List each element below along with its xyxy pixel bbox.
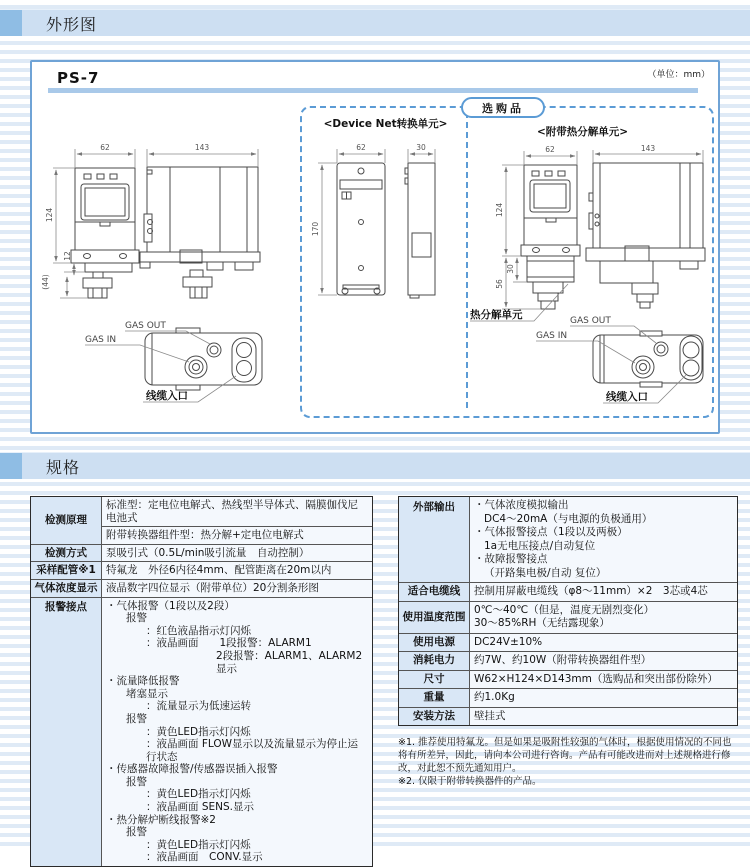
spec-row-label: 安装方法 [399, 708, 470, 726]
dim-main-fitting: (44) [41, 274, 50, 290]
spec-row-label: 检测原理 [31, 497, 102, 544]
spec-line: ：黄色LED指示灯闪烁 [146, 788, 251, 801]
spec-row-label: 采样配管※1 [31, 562, 102, 579]
spec-table-left [30, 496, 373, 867]
spec-line: ：黄色LED指示灯闪烁 [146, 838, 251, 851]
spec-row-values [102, 497, 372, 544]
dim-main-width: 62 [100, 143, 110, 152]
spec-row [399, 633, 737, 652]
spec-line: ・故障报警接点 [474, 553, 548, 565]
spec-row-values [470, 708, 737, 726]
spec-section-header [0, 452, 750, 479]
spec-line: ：液晶画面 FLOW显示以及流量显示为停止运行状态 [146, 738, 358, 763]
spec-line: 0℃～40℃（但是，温度无剧烈变化） [474, 603, 655, 616]
main-side-view [140, 167, 260, 298]
spec-row-label: 重量 [399, 689, 470, 707]
spec-line: 约1.0Kg [474, 691, 515, 703]
spec-line: 液晶数字四位显示（附带单位）20分割条形图 [106, 581, 319, 594]
spec-row-label: 尺寸 [399, 671, 470, 689]
spec-cell [470, 652, 737, 670]
spec-cell [470, 602, 737, 633]
spec-cell [470, 708, 737, 726]
spec-line: 壁挂式 [474, 709, 506, 722]
devicenet-front-view [337, 163, 385, 295]
spec-row-label: 适合电缆线 [399, 583, 470, 601]
spec-line: 报警 [126, 612, 147, 625]
pyrolysis-bottom-view [536, 316, 703, 403]
spec-cell [470, 689, 737, 707]
spec-line: ：黄色LED指示灯闪烁 [146, 725, 251, 738]
pyrolysis-bottom-view-drawing [528, 308, 720, 410]
devicenet-drawing-title: <Device Net转换单元> [323, 118, 448, 130]
pyrolysis-unit-drawing [458, 138, 720, 330]
dim-devicenet-width: 62 [356, 143, 366, 152]
spec-line: （开路集电极/自动 复位） [484, 566, 607, 579]
spec-row [31, 497, 372, 544]
spec-line: W62×H124×D143mm（选购品和突出部份除外） [474, 672, 718, 685]
spec-line: 约7W、约10W（附带转换器组件型） [474, 654, 652, 666]
spec-right-column [398, 496, 738, 788]
spec-row [31, 561, 372, 579]
spec-row-label: 使用电源 [399, 634, 470, 652]
spec-row-label: 检测方式 [31, 545, 102, 562]
spec-line: 2段报警：ALARM1、ALARM2显示 [216, 649, 363, 675]
spec-notes [398, 736, 738, 788]
spec-row-values [470, 689, 737, 707]
optional-items-label: 选购品 [482, 101, 524, 115]
cable-entry-label: 线缆入口 [606, 391, 648, 403]
spec-note: ※2. 仅限于附带转换器件的产品。 [398, 776, 542, 787]
spec-line: ・流量降低报警 [106, 675, 180, 688]
spec-line: 特氟龙 外径6内径4mm、配管距离在20m以内 [106, 564, 332, 577]
spec-row-label: 使用温度范围 [399, 602, 470, 633]
spec-row-values [470, 497, 737, 582]
spec-cell [102, 526, 372, 544]
spec-row-values [102, 545, 372, 562]
spec-line: DC4～20mA（与电源的负极通用） [484, 512, 653, 525]
spec-line: 泵吸引式（0.5L/min吸引流量 自动控制） [106, 546, 310, 559]
dim-main-flange: 12 [63, 251, 72, 261]
devicenet-unit-drawing [298, 138, 468, 323]
spec-row-values [102, 580, 372, 597]
spec-row-values [470, 634, 737, 652]
spec-line: DC24V±10% [474, 635, 543, 648]
pyrolysis-front-view [521, 165, 580, 309]
dim-pyrolysis-unit-height: 56 [495, 279, 504, 289]
spec-row-label: 外部输出 [399, 497, 470, 582]
main-unit-drawing [40, 130, 315, 415]
spec-row [399, 707, 737, 726]
pyrolysis-unit-label: 热分解单元 [470, 309, 523, 321]
spec-line: 1a无电压接点/自动复位 [484, 539, 596, 552]
spec-line: 标准型：定电位电解式、热线型半导体式、隔膜伽伐尼电池式 [106, 499, 358, 524]
spec-row-label: 气体浓度显示 [31, 580, 102, 597]
spec-row-label: 消耗电力 [399, 652, 470, 670]
spec-line: 附带转换器组件型：热分解+定电位电解式 [106, 529, 304, 542]
spec-line: ：液晶画面 SENS.显示 [146, 801, 254, 814]
spec-line: 控制用屏蔽电缆线（φ8～11mm）×2 3芯或4芯 [474, 585, 708, 597]
spec-line: 报警 [126, 712, 147, 725]
spec-line: 报警 [126, 826, 147, 839]
spec-line: ・热分解炉断线报警※2 [106, 813, 216, 826]
gas-in-label: GAS IN [536, 331, 568, 341]
spec-row [399, 670, 737, 689]
spec-row [399, 497, 737, 582]
spec-line: 30～85%RH（无结露现象） [474, 617, 610, 629]
dim-main-depth: 143 [194, 143, 210, 152]
spec-row [31, 597, 372, 866]
spec-cell [102, 598, 372, 866]
dim-main-height: 124 [45, 207, 54, 223]
spec-cell [470, 497, 737, 582]
pyrolysis-side-view [586, 163, 705, 308]
spec-line: ：流量显示为低速运转 [146, 700, 251, 713]
spec-line: ・气体报警接点（1段以及两极） [474, 526, 628, 538]
outline-section-header [0, 9, 750, 36]
spec-line: ：液晶画面 1段报警：ALARM1 [146, 637, 312, 650]
gas-out-label: GAS OUT [125, 321, 166, 331]
dim-pyrolysis-width: 62 [545, 145, 555, 154]
header-accent-square [0, 453, 22, 479]
dim-pyrolysis-unit-offset: 30 [506, 264, 515, 274]
pyrolysis-drawing-title: <附带热分解单元> [536, 126, 629, 138]
optional-items-badge [461, 97, 545, 118]
dim-devicenet-depth: 30 [416, 143, 426, 152]
spec-line: ：液晶画面 CONV.显示 [146, 851, 263, 864]
spec-cell [102, 562, 372, 579]
spec-row [399, 688, 737, 707]
spec-section-title: 规格 [46, 457, 81, 477]
outline-section-title: 外形图 [46, 14, 98, 34]
spec-row [31, 579, 372, 597]
spec-table-right [398, 496, 738, 726]
spec-line: ：红色液晶指示灯闪烁 [146, 624, 251, 637]
header-accent-square [0, 10, 22, 36]
spec-row-values [470, 652, 737, 670]
main-front-view [71, 168, 139, 298]
unit-note: （单位：mm） [647, 70, 710, 80]
devicenet-side-view [405, 163, 435, 298]
spec-cell [102, 497, 372, 526]
spec-row-values [102, 562, 372, 579]
spec-row [399, 601, 737, 633]
spec-cell [470, 634, 737, 652]
spec-row-values [470, 602, 737, 633]
spec-row-values [470, 583, 737, 601]
model-name: PS-7 [57, 69, 100, 87]
spec-line: 堵塞显示 [126, 687, 168, 700]
spec-row [399, 582, 737, 601]
dim-pyrolysis-depth: 143 [640, 144, 656, 153]
main-bottom-view [85, 321, 262, 402]
spec-line: ・气体报警（1段以及2段） [106, 599, 235, 612]
model-underline-bar [48, 88, 698, 93]
gas-out-label: GAS OUT [570, 316, 611, 326]
spec-row-values [102, 598, 372, 866]
spec-row-values [470, 671, 737, 689]
spec-row [399, 651, 737, 670]
spec-row-label: 报警接点 [31, 598, 102, 866]
dim-devicenet-height: 170 [311, 221, 320, 237]
spec-cell [470, 583, 737, 601]
spec-line: 报警 [126, 775, 147, 788]
spec-row [31, 544, 372, 562]
spec-cell [470, 671, 737, 689]
spec-note: ※1. 推荐使用特氟龙。但是如果是吸附性较强的气体时，根据使用情况的不同也将有所差异，因此，请向本公司进行咨询。产品有可能改进而对上述规格进行修改，对此恕不预先通知用户。 [398, 737, 732, 774]
spec-cell [102, 545, 372, 562]
spec-line: ・传感器故障报警/传感器误插入报警 [106, 763, 278, 776]
cable-entry-label: 线缆入口 [146, 390, 188, 402]
gas-in-label: GAS IN [85, 335, 117, 345]
dim-pyrolysis-height: 124 [495, 202, 504, 218]
spec-line: ・气体浓度模拟输出 [474, 499, 569, 511]
spec-cell [102, 580, 372, 597]
